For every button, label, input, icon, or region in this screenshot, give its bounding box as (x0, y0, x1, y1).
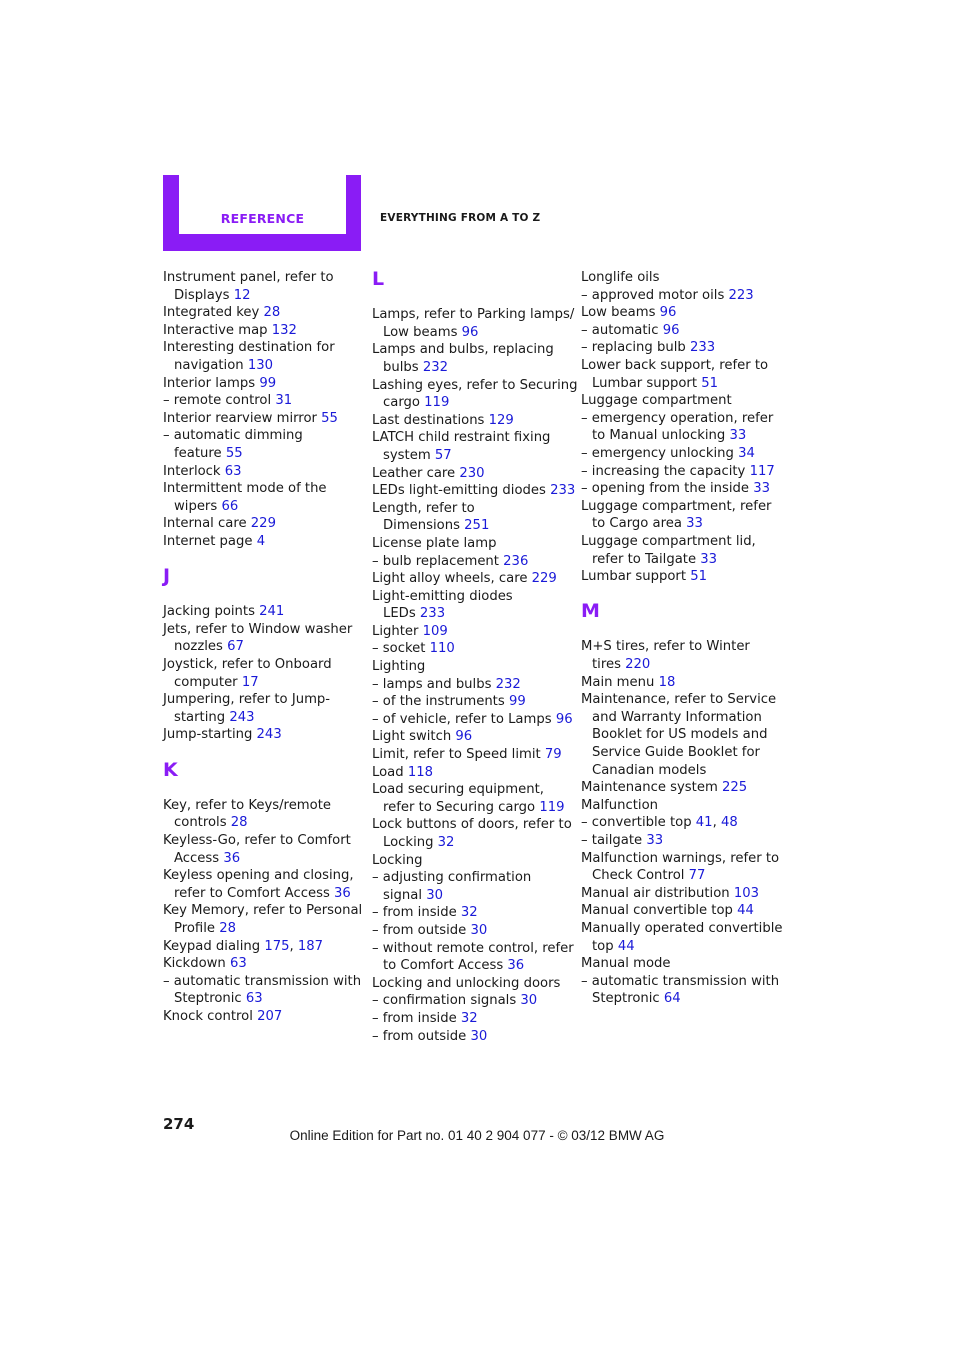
index-entry-text: Leather care (372, 465, 456, 481)
index-entry-text: Lighter (372, 623, 419, 639)
page-link[interactable]: 132 (271, 322, 297, 338)
index-entry (163, 603, 363, 621)
index-entry-text: Jump-starting (163, 727, 253, 743)
index-entry-text: Lock buttons of doors, refer to (372, 817, 572, 833)
index-entry-text: – approved motor oils (581, 287, 725, 303)
index-entry (581, 850, 781, 885)
page-link[interactable]: 4 (256, 533, 266, 549)
index-entry-text: controls (174, 815, 227, 831)
index-entry (163, 1008, 363, 1026)
page-link[interactable]: 109 (422, 623, 448, 639)
index-entry (581, 797, 781, 815)
index-entry (581, 832, 781, 850)
page-link[interactable]: 96 (659, 305, 677, 321)
page-link[interactable]: 230 (459, 465, 485, 481)
index-entry (163, 339, 363, 374)
index-entry-text: wipers (174, 498, 218, 514)
page-link[interactable]: 57 (434, 447, 452, 463)
index-entry (581, 287, 781, 305)
page-link[interactable]: 220 (625, 657, 651, 673)
index-entry-text: – increasing the capacity (581, 463, 746, 479)
page-link[interactable]: 30 (520, 993, 538, 1009)
index-entry (581, 322, 781, 340)
index-entry-text: Interior rearview mirror (163, 410, 317, 426)
index-entry (581, 339, 781, 357)
index-entry (163, 375, 363, 393)
index-entry (581, 357, 781, 392)
index-entry (163, 902, 363, 937)
index-entry (163, 691, 363, 726)
index-entry-text: Lashing eyes, refer to Securing (372, 377, 578, 393)
index-entry (581, 463, 781, 481)
index-entry-text: to Cargo area (592, 516, 682, 532)
page-link[interactable]: 77 (688, 868, 706, 884)
index-entry (372, 553, 572, 571)
page-link[interactable]: 30 (426, 887, 443, 903)
index-entry-text: refer to Comfort Access (174, 885, 330, 901)
page-link[interactable]: 207 (257, 1008, 283, 1024)
page-link[interactable]: 63 (230, 956, 247, 972)
index-entry-text: LATCH child restraint fixing (372, 430, 551, 446)
index-entry-text: Locking and unlocking doors (372, 975, 561, 991)
index-entry (163, 304, 363, 322)
page-link[interactable]: 130 (247, 357, 273, 373)
page-link[interactable]: 33 (753, 481, 771, 497)
index-entry-text: Last destinations (372, 412, 485, 428)
index-entry (163, 392, 363, 410)
index-entry-text: Limit, refer to Speed limit (372, 747, 541, 763)
index-entry-text: Integrated key (163, 305, 260, 321)
index-entry-text: Manual air distribution (581, 885, 730, 901)
index-entry-text: Internal care (163, 516, 247, 532)
page-link[interactable]: 33 (646, 833, 664, 848)
page-link[interactable]: 17 (241, 674, 259, 690)
page-link[interactable]: 175 (264, 938, 290, 954)
index-entry-text: to Manual unlocking (592, 428, 726, 444)
page-link[interactable]: 79 (544, 747, 562, 763)
page-link[interactable]: 63 (245, 991, 263, 1007)
index-entry (372, 500, 572, 535)
page-link[interactable]: 55 (321, 410, 338, 426)
index-entry-text: Manually operated convertible (581, 920, 783, 936)
index-entry-text: Light switch (372, 729, 452, 745)
index-entry-text: – emergency operation, refer (581, 410, 774, 426)
index-entry (581, 304, 781, 322)
index-entry (372, 429, 572, 464)
page-link[interactable]: 118 (407, 764, 434, 780)
index-entry-text: Light-emitting diodes (372, 588, 513, 604)
index-entry-text: cargo (383, 395, 420, 411)
page-link[interactable]: 66 (221, 498, 239, 514)
index-entry-text: Low beams (383, 324, 458, 340)
index-entry (372, 570, 572, 588)
page-link[interactable]: 48 (720, 815, 738, 831)
index-entry-text: Locking (383, 835, 434, 850)
index-entry (372, 904, 572, 922)
index-entry-text: Check Control (592, 868, 685, 884)
index-entry-text: Keyless-Go, refer to Comfort (163, 833, 351, 848)
index-entry-text: Knock control (163, 1008, 253, 1024)
index-entry-text: – of the instruments (372, 694, 505, 710)
page-link[interactable]: 99 (259, 375, 277, 391)
page-link[interactable]: 229 (531, 571, 557, 587)
index-entry-text: – convertible top (581, 815, 692, 831)
index-entry-text: – without remote control, refer (372, 940, 574, 956)
index-entry-text: – from inside (372, 905, 457, 921)
index-entry-text: – opening from the inside (581, 481, 750, 497)
page-link[interactable]: 36 (334, 885, 351, 901)
index-entry (163, 463, 363, 481)
chapter-label: REFERENCE (220, 211, 305, 226)
index-entry (163, 322, 363, 340)
page-link[interactable]: 44 (617, 938, 635, 954)
index-entry (372, 306, 575, 341)
index-entry-text: Maintenance system (581, 780, 718, 796)
index-entry-text: starting (174, 709, 226, 725)
page-link[interactable]: 30 (470, 922, 488, 938)
index-entry (163, 621, 363, 656)
index-entry-text: Maintenance, refer to Service (581, 692, 777, 708)
page-link[interactable]: 28 (263, 305, 281, 321)
page-link[interactable]: 241 (259, 604, 285, 620)
index-entry-text: Interactive map (163, 322, 268, 338)
index-entry-text: bulbs (383, 359, 419, 375)
index-entry-text: Main menu (581, 674, 655, 690)
index-entry (372, 711, 572, 729)
index-entry-text: computer (174, 674, 238, 690)
index-entry-text: system (383, 447, 431, 463)
index-entry (163, 832, 363, 867)
index-entry-text: Lighting (372, 659, 426, 675)
page-link[interactable]: 117 (749, 463, 775, 479)
index-entry (372, 869, 572, 904)
index-entry (372, 676, 572, 694)
index-entry (372, 816, 572, 851)
page-link[interactable]: 96 (662, 322, 680, 338)
page-link[interactable]: 236 (503, 553, 529, 569)
index-entry (581, 269, 781, 287)
index-entry-text: Manual mode (581, 956, 671, 972)
index-entry-text: refer to Securing cargo (383, 799, 536, 815)
page-link[interactable]: 251 (464, 518, 490, 534)
index-entry (581, 691, 781, 779)
page-link[interactable]: 129 (488, 412, 514, 428)
index-entry-text: Canadian models (592, 762, 707, 778)
index-entry (581, 568, 781, 586)
index-entry (163, 867, 363, 902)
index-entry-text: Joystick, refer to Onboard (163, 657, 332, 673)
index-entry (372, 412, 572, 430)
page-link[interactable]: 232 (495, 676, 521, 692)
index-entry (163, 726, 363, 744)
page-link[interactable]: 32 (460, 905, 478, 921)
index-entry-text: – tailgate (581, 833, 643, 848)
index-entry-text: Keyless opening and closing, (163, 868, 354, 884)
index-entry-text: Luggage compartment lid, (581, 533, 756, 549)
page-link[interactable]: 28 (230, 815, 248, 831)
page-link[interactable]: 51 (690, 569, 708, 585)
index-entry-text: Access (174, 850, 220, 866)
index-entry-text: navigation (174, 357, 244, 373)
page-link[interactable]: 36 (507, 958, 525, 974)
index-entry (372, 728, 572, 746)
index-entry (581, 392, 781, 410)
page-link[interactable]: 96 (455, 729, 473, 745)
index-entry-text: Jets, refer to Window washer (163, 621, 353, 637)
index-entry-text: LEDs (383, 606, 416, 622)
index-entry-text: – confirmation signals (372, 993, 517, 1009)
index-entry-text: feature (174, 445, 222, 461)
page-link[interactable]: 31 (275, 393, 293, 409)
index-entry-text: – remote control (163, 393, 272, 409)
index-entry (163, 410, 363, 428)
index-entry: – convertible top 41, 48 (581, 815, 738, 831)
index-entry (372, 535, 572, 553)
index-entry-text: – emergency unlocking (581, 445, 734, 461)
index-entry (163, 515, 363, 533)
index-entry (581, 779, 781, 797)
page-link[interactable]: 232 (422, 359, 449, 375)
index-entry-text: top (592, 938, 614, 954)
index-entry-text: Booklet for US models and (592, 727, 768, 743)
page-link[interactable]: 119 (539, 799, 565, 815)
index-entry-text: Luggage compartment (581, 393, 732, 409)
index-entry-text: M+S tires, refer to Winter (581, 639, 750, 655)
index-entry-text: – adjusting confirmation (372, 870, 532, 886)
chapter-tab-inner (179, 175, 346, 234)
index-entry-text: – from inside (372, 1010, 457, 1026)
index-entry (372, 482, 576, 500)
index-entry-text: Kickdown (163, 956, 226, 972)
index-entry-text: to Comfort Access (383, 958, 504, 974)
page-link[interactable]: 41 (695, 815, 713, 831)
index-column-3 (581, 269, 781, 1008)
index-entry-text: – from outside (372, 1028, 467, 1044)
index-entry (372, 764, 572, 782)
page-link[interactable]: 233 (689, 340, 716, 356)
page-link[interactable]: 103 (733, 885, 759, 901)
page-link[interactable]: 18 (658, 674, 676, 690)
section-title: EVERYTHING FROM A TO Z (380, 212, 541, 224)
index-entry-text: Profile (174, 920, 216, 936)
page-link[interactable]: 64 (663, 991, 681, 1007)
page-link[interactable]: 12 (233, 287, 251, 303)
page-link[interactable]: 243 (256, 727, 282, 743)
index-column-1 (163, 269, 363, 1026)
index-entry-text: Longlife oils (581, 270, 660, 285)
index-entry (372, 1028, 572, 1046)
index-entry (163, 973, 363, 1008)
index-entry-text: – from outside (372, 922, 467, 938)
index-entry-text: – replacing bulb (581, 340, 686, 356)
page-link[interactable]: 36 (223, 850, 241, 866)
page-link[interactable]: 33 (686, 516, 703, 532)
index-entry (163, 656, 363, 691)
page-link[interactable]: 63 (224, 463, 242, 479)
index-column-2 (372, 268, 578, 1045)
index-entry (581, 902, 781, 920)
index-entry-text: Lower back support, refer to (581, 357, 769, 373)
page-link[interactable]: 225 (722, 780, 748, 796)
page-link[interactable]: 99 (508, 694, 526, 710)
index-entry-text: Keypad dialing (163, 938, 261, 954)
index-entry (581, 638, 781, 673)
index-entry-text: Low beams (581, 305, 656, 321)
page-link[interactable]: 223 (728, 287, 754, 303)
index-entry (372, 588, 572, 623)
index-letter-j: J (163, 565, 171, 588)
index-entry (372, 693, 572, 711)
page-link[interactable]: 233 (550, 483, 576, 499)
index-entry-text: Interior lamps (163, 375, 256, 391)
page-link[interactable]: 96 (555, 711, 573, 727)
index-entry (581, 445, 781, 463)
page-link[interactable]: 44 (737, 903, 754, 919)
index-entry-text: License plate lamp (372, 535, 497, 551)
index-entry-text: and Warranty Information (592, 709, 762, 725)
index-entry-text: Locking (372, 852, 423, 868)
index-entry (163, 797, 363, 832)
page-link[interactable]: 33 (700, 551, 718, 567)
index-entry (581, 885, 781, 903)
index-entry (163, 480, 363, 515)
index-letter-m: M (581, 600, 600, 623)
index-entry-text: Steptronic (174, 991, 242, 1007)
index-entry-text: Service Guide Booklet for (592, 745, 760, 761)
index-entry-text: tires (592, 657, 621, 673)
page-link[interactable]: 96 (461, 324, 479, 340)
page-link[interactable]: 243 (229, 709, 255, 725)
index-entry-text: refer to Tailgate (592, 551, 697, 567)
index-entry-text: – of vehicle, refer to Lamps (372, 711, 552, 727)
index-entry-text: Jumpering, refer to Jump- (163, 692, 331, 708)
page-link[interactable]: 187 (297, 938, 324, 954)
page-number: 274 (163, 1115, 195, 1133)
index-entry-text: Interesting destination for (163, 340, 335, 356)
index-entry-text: Jacking points (163, 604, 255, 620)
index-entry (581, 533, 781, 568)
index-entry-text: Steptronic (592, 991, 660, 1007)
index-entry (581, 498, 781, 533)
index-entry (581, 955, 781, 973)
index-entry (163, 955, 363, 973)
index-entry (372, 975, 572, 993)
page-link[interactable]: 32 (460, 1010, 478, 1026)
index-entry (581, 410, 781, 445)
index-entry-text: signal (383, 887, 423, 903)
chapter-tab (163, 175, 361, 251)
page-link[interactable]: 28 (219, 920, 236, 936)
index-entry (372, 852, 572, 870)
index-entry-text: nozzles (174, 639, 223, 655)
page-link[interactable]: 34 (738, 445, 755, 461)
index-entry-text: Lumbar support (581, 569, 687, 585)
index-entry (581, 920, 781, 955)
footer-edition: Online Edition for Part no. 01 40 2 904 077 - © 03/12 BMW AG (289, 1128, 665, 1143)
index-entry-text: Manual convertible top (581, 903, 733, 919)
index-entry-text: Internet page (163, 533, 253, 549)
index-entry-text: Load securing equipment, (372, 782, 544, 798)
index-entry (372, 465, 572, 483)
index-entry (372, 640, 572, 658)
index-entry (372, 781, 572, 816)
index-entry-text: Intermittent mode of the (163, 481, 327, 497)
page-link[interactable]: 229 (250, 516, 276, 532)
page-link[interactable]: 51 (701, 375, 719, 391)
index-entry (163, 533, 363, 551)
page-link[interactable]: 233 (419, 606, 446, 622)
index-entry (372, 992, 572, 1010)
index-entry (372, 940, 572, 975)
index-entry-text: – automatic (581, 322, 659, 338)
index-entry-text: Interlock (163, 463, 221, 479)
index-entry-text: – automatic transmission with (581, 973, 780, 989)
page-link[interactable]: 33 (729, 428, 747, 444)
index-entry (163, 269, 363, 304)
page-link[interactable]: 110 (429, 641, 455, 657)
index-letter-l: L (372, 268, 385, 290)
index-entry-text: Lumbar support (592, 375, 698, 391)
index-entry-text: Load (372, 764, 404, 780)
index-entry-text: – automatic transmission with (163, 973, 362, 989)
index-entry-text: Instrument panel, refer to (163, 270, 334, 285)
index-letter-k: K (163, 758, 178, 781)
index-entry-text: – automatic dimming (163, 428, 303, 444)
index-entry (372, 746, 572, 764)
index-entry (372, 922, 572, 940)
index-entry-text: Luggage compartment, refer (581, 498, 772, 514)
index-entry (581, 973, 781, 1008)
index-entry-text: Light alloy wheels, care (372, 571, 528, 587)
index-entry-text: Displays (174, 287, 230, 303)
index-entry: Keypad dialing 175, 187 (163, 938, 324, 954)
page-link[interactable]: 30 (470, 1028, 488, 1044)
index-entry-text: Key Memory, refer to Personal (163, 903, 363, 919)
index-entry-text: Malfunction (581, 797, 658, 813)
index-entry-text: Length, refer to (372, 500, 475, 516)
index-entry-text: Key, refer to Keys/remote (163, 797, 332, 813)
index-entry-text: – socket (372, 641, 426, 657)
index-entry (581, 480, 781, 498)
index-entry-text: – lamps and bulbs (372, 676, 492, 692)
index-entry-text: LEDs light-emitting diodes (372, 483, 546, 499)
page-link[interactable]: 32 (437, 835, 455, 850)
index-entry-text: Lamps and bulbs, replacing (372, 342, 554, 358)
index-entry (372, 1010, 572, 1028)
index-entry (372, 623, 572, 641)
index-entry (581, 674, 781, 692)
index-entry (372, 377, 578, 412)
index-entry-text: Lamps, refer to Parking lamps/ (372, 307, 575, 323)
page-link[interactable]: 119 (424, 395, 450, 411)
page-link[interactable]: 67 (227, 639, 244, 655)
index-entry-text: Malfunction warnings, refer to (581, 850, 780, 866)
index-entry (163, 427, 363, 462)
page-link[interactable]: 55 (225, 445, 243, 461)
index-entry (372, 341, 572, 376)
index-entry-text: – bulb replacement (372, 553, 499, 569)
index-entry-text: Dimensions (383, 518, 460, 534)
index-entry (372, 658, 572, 676)
